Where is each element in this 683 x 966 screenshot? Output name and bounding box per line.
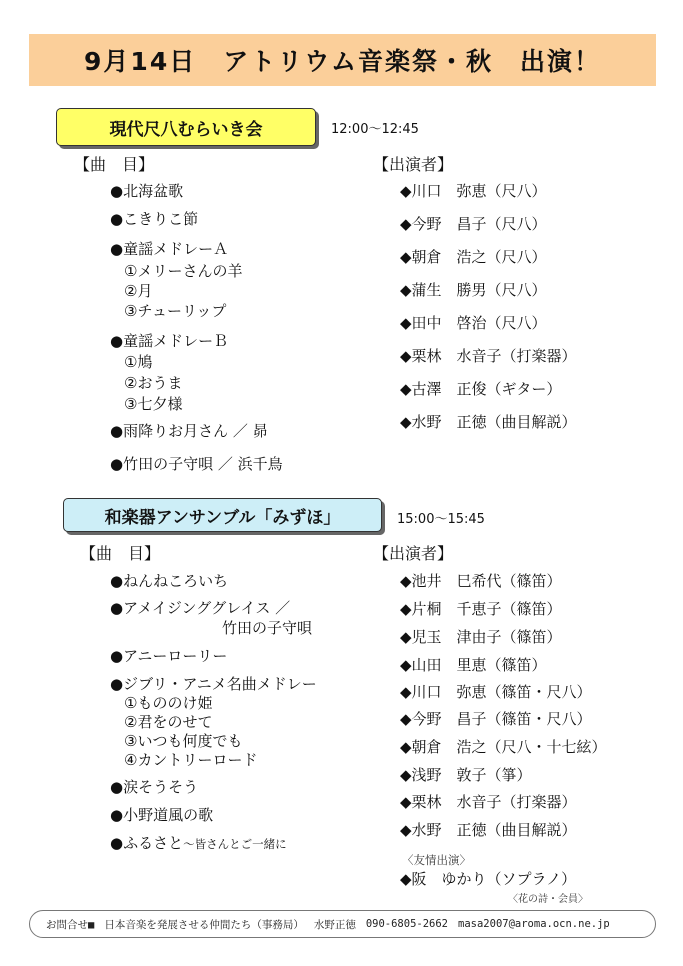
program-item: ●童謡メドレーＢ	[110, 332, 229, 350]
performer-item: ◆朝倉 浩之（尺八・十七絃）	[400, 738, 607, 756]
program-heading-2: 【曲 目】	[80, 544, 161, 563]
program-subitem: ②月	[124, 282, 153, 300]
program-heading-1: 【曲 目】	[74, 155, 155, 174]
performer-item: ◆今野 昌子（篠笛・尺八）	[400, 710, 592, 728]
performer-item: ◆川口 弥恵（篠笛・尺八）	[400, 683, 592, 701]
performer-item: ◆栗林 水音子（打楽器）	[400, 347, 577, 365]
program-item-note: ～皆さんとご一緒に	[183, 837, 287, 851]
performer-item: ◆片桐 千恵子（篠笛）	[400, 600, 562, 618]
program-item: ●アメイジンググレイス ／	[110, 599, 291, 617]
guest-note: 〈花の詩・会員〉	[508, 894, 588, 905]
performer-item: ◆水野 正徳（曲目解説）	[400, 821, 577, 839]
performer-item: ◆田中 啓治（尺八）	[400, 314, 547, 332]
program-subitem: ①鳩	[124, 353, 153, 371]
program-subitem: ③いつも何度でも	[124, 732, 243, 750]
program-item: ●雨降りお月さん ／ 昴	[110, 422, 268, 440]
program-item: ●小野道風の歌	[110, 806, 214, 824]
performer-item: ◆川口 弥恵（尺八）	[400, 182, 547, 200]
performer-item: ◆山田 里恵（篠笛）	[400, 656, 547, 674]
time-1: 12:00～12:45	[331, 122, 419, 137]
performers-heading-1: 【出演者】	[373, 155, 454, 174]
performer-item: ◆古澤 正俊（ギター）	[400, 380, 562, 398]
program-item: ●ジブリ・アニメ名曲メドレー	[110, 675, 317, 693]
program-item: ●北海盆歌	[110, 182, 184, 200]
group-name-2: 和楽器アンサンブル「みずほ」	[63, 498, 382, 532]
program-item: ●ねんねころいち	[110, 572, 229, 590]
program-subitem: ③チューリップ	[124, 302, 227, 320]
guest-performer: ◆阪 ゆかり（ソプラノ）	[400, 870, 577, 888]
performer-item: ◆朝倉 浩之（尺八）	[400, 248, 547, 266]
performer-item: ◆栗林 水音子（打楽器）	[400, 793, 577, 811]
program-item-text: ●ふるさと	[110, 834, 184, 852]
program-item: ●アニーローリー	[110, 647, 228, 665]
page-title: 9月14日 アトリウム音楽祭・秋 出演！	[84, 47, 601, 76]
footer-phone: 090-6805-2662	[365, 918, 449, 930]
program-item: ●竹田の子守唄 ／ 浜千鳥	[110, 455, 283, 473]
group-name-1: 現代尺八むらいき会	[56, 108, 316, 146]
program-subitem: ①メリーさんの羊	[124, 262, 243, 280]
performer-item: ◆蒲生 勝男（尺八）	[400, 281, 547, 299]
program-subitem: ②おうま	[124, 374, 183, 392]
performer-item: ◆池井 巳希代（篠笛）	[400, 572, 562, 590]
footer-email: masa2007@aroma.ocn.ne.jp	[458, 918, 610, 930]
program-item: ●こきりこ節	[110, 210, 199, 228]
guest-label: 〈友情出演〉	[402, 853, 471, 867]
performer-item: ◆児玉 津由子（篠笛）	[400, 628, 562, 646]
program-item: ●涙そうそう	[110, 778, 199, 796]
contact-footer	[29, 910, 656, 938]
program-item-continued: 竹田の子守唄	[222, 619, 313, 637]
footer-label: お問合せ■	[46, 918, 95, 931]
performer-item: ◆浅野 敦子（箏）	[400, 766, 532, 784]
performer-item: ◆水野 正徳（曲目解説）	[400, 413, 577, 431]
footer-org: 日本音楽を発展させる仲間たち（事務局）	[104, 918, 304, 931]
program-item: ●童謡メドレーＡ	[110, 240, 229, 258]
program-subitem: ④カントリーロード	[124, 751, 258, 769]
program-subitem: ②君をのせて	[124, 713, 213, 731]
program-subitem: ③七夕様	[124, 395, 183, 413]
program-item	[110, 832, 287, 853]
performer-item: ◆今野 昌子（尺八）	[400, 215, 547, 233]
time-2: 15:00～15:45	[397, 512, 485, 527]
performers-heading-2: 【出演者】	[373, 544, 454, 563]
footer-contact: 水野正徳	[313, 918, 356, 931]
title-banner	[29, 34, 656, 86]
program-subitem: ①もののけ姫	[124, 694, 213, 712]
